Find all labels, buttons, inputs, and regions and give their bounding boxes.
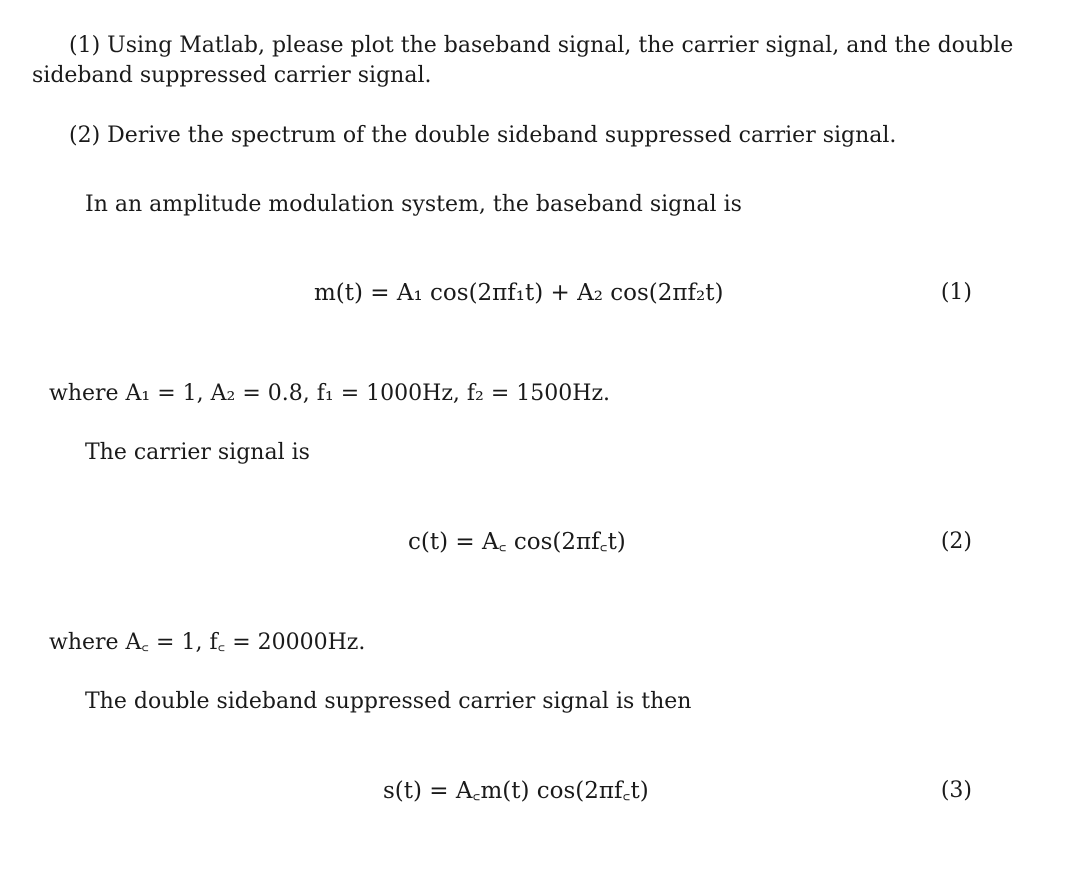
problem-2: (2) Derive the spectrum of the double sideband suppressed carrier signal. <box>69 123 897 148</box>
equation-2-number: (2) <box>940 529 972 554</box>
carrier-text: The carrier signal is <box>85 440 310 465</box>
equation-1-number: (1) <box>940 280 972 305</box>
equation-3-formula: s(t) = A꜀m(t) cos(2πf꜀t) <box>383 778 649 804</box>
where-carrier: where A꜀ = 1, f꜀ = 20000Hz. <box>49 630 366 655</box>
equation-2-formula: c(t) = A꜀ cos(2πf꜀t) <box>408 529 626 555</box>
problem-1-line-1: (1) Using Matlab, please plot the baseband signal, the carrier signal, and the double <box>69 33 1014 58</box>
where-baseband: where A₁ = 1, A₂ = 0.8, f₁ = 1000Hz, f₂ = 1500Hz. <box>49 381 611 406</box>
equation-1-formula: m(t) = A₁ cos(2πf₁t) + A₂ cos(2πf₂t) <box>314 280 724 306</box>
equation-3-number: (3) <box>940 778 972 803</box>
problem-1-line-2: sideband suppressed carrier signal. <box>32 63 432 88</box>
dsb-text: The double sideband suppressed carrier signal is then <box>85 689 692 714</box>
intro-text: In an amplitude modulation system, the baseband signal is <box>85 192 742 217</box>
